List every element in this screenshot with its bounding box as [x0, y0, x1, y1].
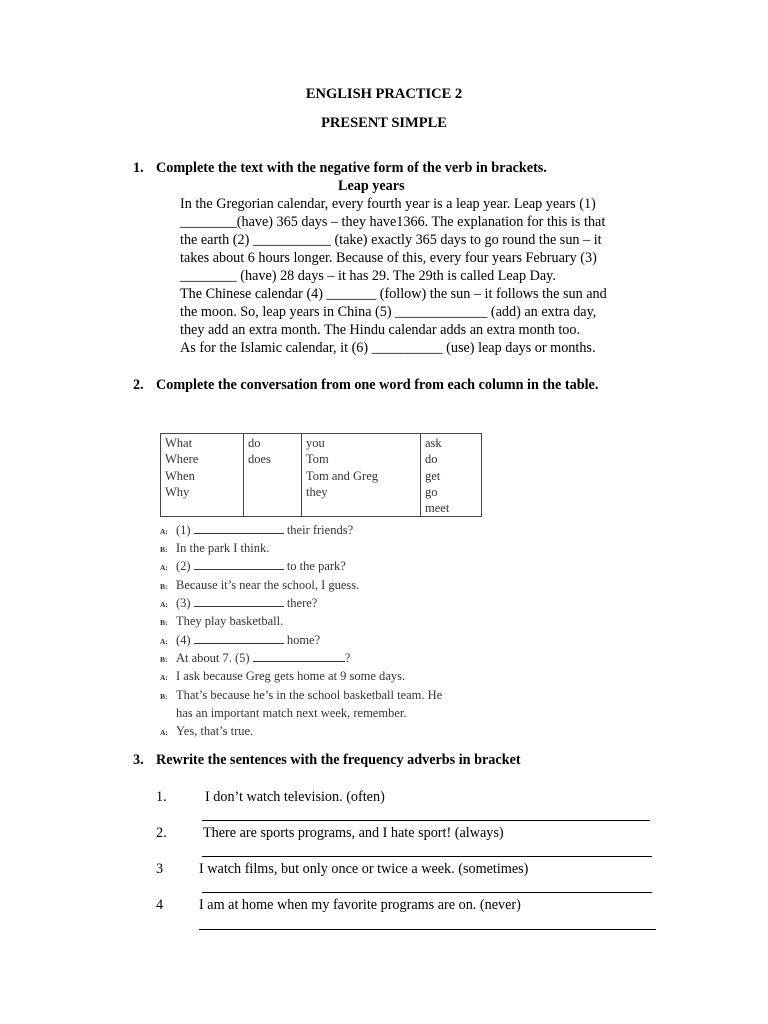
speaker-label: B: — [160, 654, 168, 664]
q3-item-number: 2. — [156, 825, 167, 841]
answer-blank[interactable] — [253, 652, 345, 662]
word-column-2 — [244, 434, 302, 517]
table-cell: Where — [165, 452, 199, 467]
line-text: has an important match next week, remember. — [176, 706, 407, 720]
table-cell: ask — [425, 436, 442, 450]
page-subtitle: PRESENT SIMPLE — [321, 115, 447, 131]
q1-line: they add an extra month. The Hindu calendar adds an extra month too. — [180, 322, 581, 338]
q3-number: 3. — [133, 752, 144, 768]
line-text: That’s because he’s in the school basketball team. He — [176, 688, 443, 702]
answer-line[interactable] — [199, 928, 656, 930]
q1-line: In the Gregorian calendar, every fourth year is a leap year. Leap years (1) — [180, 196, 596, 212]
speaker-label: B: — [160, 691, 168, 701]
line-text: ? — [344, 651, 351, 665]
table-cell: meet — [425, 501, 450, 516]
line-text: (4) — [176, 633, 191, 647]
table-cell: What — [165, 436, 193, 450]
table-cell: they — [306, 484, 328, 499]
q1-line: takes about 6 hours longer. Because of this, every four years February (3) — [180, 250, 597, 266]
q1-number: 1. — [133, 160, 144, 176]
line-text: At about 7. (5) — [176, 651, 250, 665]
line-text: They play basketball. — [176, 614, 284, 628]
line-text: Because it’s near the school, I guess. — [176, 578, 360, 592]
q3-item-text: There are sports programs, and I hate sport! (always) — [203, 825, 504, 841]
conversation-line — [160, 651, 350, 666]
answer-blank[interactable] — [194, 634, 284, 644]
table-cell: you — [306, 436, 325, 450]
table-cell: do — [425, 452, 438, 467]
word-column-4 — [421, 434, 482, 517]
table-cell: get — [425, 468, 441, 483]
q1-line: ________(have) 365 days – they have1366. The explanation for this is that — [180, 214, 606, 230]
line-text: (3) — [176, 596, 191, 610]
speaker-label: A: — [160, 727, 168, 737]
line-text: their friends? — [286, 523, 354, 537]
line-text: there? — [286, 596, 318, 610]
conversation-line — [160, 688, 442, 703]
word-table — [160, 433, 482, 517]
table-cell: Tom — [306, 452, 329, 467]
line-text: (2) — [176, 559, 191, 573]
line-text: In the park I think. — [176, 541, 270, 555]
conversation-line — [160, 706, 406, 721]
q3-item-number: 4 — [156, 897, 164, 913]
answer-line[interactable] — [202, 891, 652, 893]
q2-instruction: Complete the conversation from one word from each column in the table. — [156, 377, 599, 393]
table-cell: Why — [165, 484, 190, 499]
q3-item-text: I watch films, but only once or twice a week. (sometimes) — [199, 861, 529, 877]
conversation-line — [160, 724, 253, 739]
q1-heading: Leap years — [338, 178, 405, 194]
conversation-line — [160, 614, 283, 629]
conversation-line — [160, 596, 317, 611]
q2-number: 2. — [133, 377, 144, 393]
speaker-label: A: — [160, 636, 168, 646]
conversation-line — [160, 559, 346, 574]
answer-blank[interactable] — [194, 597, 284, 607]
line-text: to the park? — [286, 559, 346, 573]
speaker-label: A: — [160, 599, 168, 609]
answer-line[interactable] — [202, 855, 652, 857]
q3-item-number: 1. — [156, 789, 167, 805]
q1-line: As for the Islamic calendar, it (6) __________ (use) leap days or months. — [180, 340, 596, 356]
answer-line[interactable] — [202, 819, 650, 821]
table-cell: Tom and Greg — [306, 468, 379, 483]
q1-line: the earth (2) ___________ (take) exactly 365 days to go round the sun – it — [180, 232, 602, 248]
speaker-label: B: — [160, 544, 168, 554]
q1-line: the moon. So, leap years in China (5) _____________ (add) an extra day, — [180, 304, 597, 320]
conversation-line — [160, 633, 320, 648]
speaker-label: B: — [160, 581, 168, 591]
q1-line: ________ (have) 28 days – it has 29. The 29th is called Leap Day. — [180, 268, 556, 284]
q3-instruction: Rewrite the sentences with the frequency adverbs in bracket — [156, 752, 521, 768]
table-cell: When — [165, 468, 195, 483]
line-text: (1) — [176, 523, 191, 537]
line-text: home? — [286, 633, 321, 647]
q3-item-text: I am at home when my favorite programs are on. (never) — [199, 897, 521, 913]
word-column-3 — [302, 434, 421, 517]
answer-blank[interactable] — [194, 524, 284, 534]
line-text: Yes, that’s true. — [176, 724, 254, 738]
conversation-line — [160, 541, 269, 556]
q1-instruction: Complete the text with the negative form of the verb in brackets. — [156, 160, 547, 176]
conversation-line — [160, 523, 353, 538]
q3-item-number: 3 — [156, 861, 164, 877]
word-column-1 — [161, 434, 244, 517]
page-title: ENGLISH PRACTICE 2 — [305, 86, 463, 102]
speaker-label: A: — [160, 672, 168, 682]
q1-line: The Chinese calendar (4) _______ (follow) the sun – it follows the sun and — [180, 286, 607, 302]
conversation-line — [160, 578, 359, 593]
table-cell: do — [248, 436, 261, 450]
line-text: I ask because Greg gets home at 9 some days. — [176, 669, 406, 683]
conversation-line — [160, 669, 405, 684]
q3-item-text: I don’t watch television. (often) — [205, 789, 385, 805]
table-cell: does — [248, 452, 271, 467]
answer-blank[interactable] — [194, 560, 284, 570]
speaker-label: A: — [160, 562, 168, 572]
speaker-label: A: — [160, 526, 168, 536]
table-cell: go — [425, 484, 438, 499]
speaker-label: B: — [160, 617, 168, 627]
